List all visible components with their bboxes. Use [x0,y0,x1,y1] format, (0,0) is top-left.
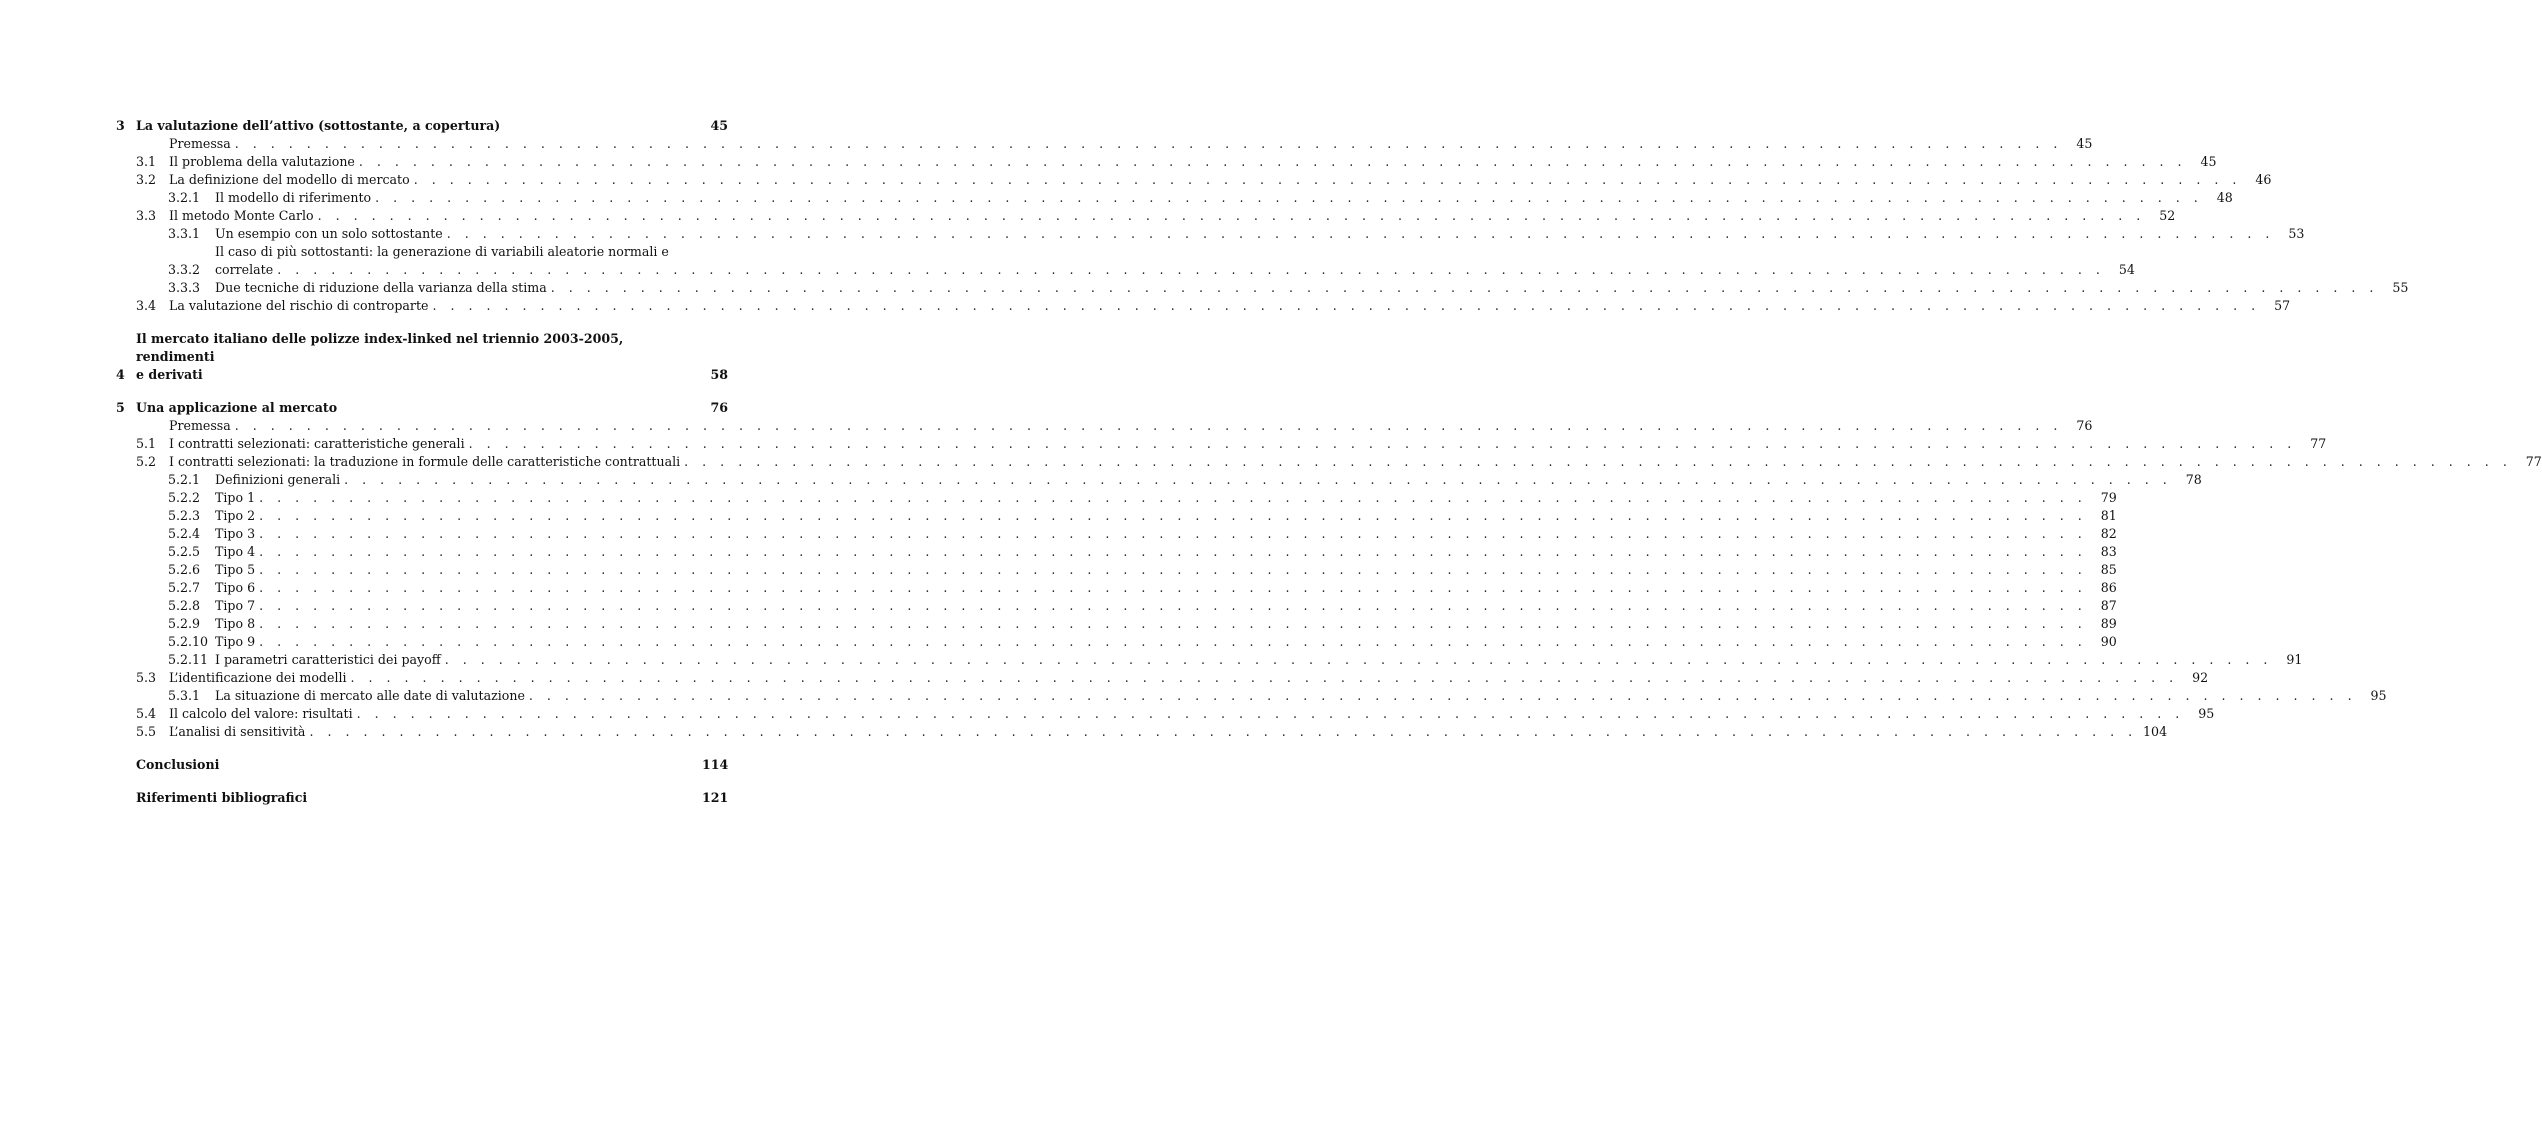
toc-subsection-entry[interactable] [116,543,2117,561]
dot-leader [684,453,2512,471]
chapter-heading[interactable] [116,399,728,417]
dot-leader [259,543,2087,561]
entry-number: 5.2.5 [168,544,201,559]
entry-page-number: 55 [2392,280,2409,295]
dot-leader [259,633,2087,651]
chapter-page-number: 45 [710,118,728,133]
dot-leader [259,507,2087,525]
toc-subsection-entry[interactable] [116,651,2303,669]
chapter-heading[interactable] [116,756,728,774]
toc-section-entry[interactable] [116,705,2215,723]
entry-title: Tipo 2 [215,508,256,523]
toc-subsection-entry[interactable] [116,525,2117,543]
dot-leader [259,561,2087,579]
toc-subsection-entry[interactable] [116,225,2305,243]
toc-subsection-entry[interactable] [116,597,2117,615]
dot-leader [318,207,2146,225]
entry-page-number: 77 [2525,454,2542,469]
dot-leader [469,435,2297,453]
entry-page-number: 53 [2288,226,2305,241]
entry-title: La definizione del modello di mercato [169,172,410,187]
entry-page-number: 54 [2118,262,2135,277]
chapter-title: Conclusioni [136,757,220,772]
toc-section-entry[interactable] [116,153,2217,171]
toc-section-entry[interactable] [116,669,2209,687]
entry-page-number: 57 [2274,298,2291,313]
entry-title: Tipo 9 [215,634,256,649]
entry-page-number: 89 [2100,616,2117,631]
dot-leader [432,297,2260,315]
entry-page-number: 104 [2143,724,2168,739]
entry-page-number: 46 [2255,172,2272,187]
dot-leader [259,615,2087,633]
dot-leader [344,471,2172,489]
entry-number: 5.2.9 [168,616,201,631]
toc-section-entry[interactable] [116,207,2176,225]
entry-page-number: 86 [2100,580,2117,595]
entry-number: 5.3 [136,670,157,685]
dot-leader [551,279,2379,297]
toc-subsection-entry[interactable] [116,579,2117,597]
chapter-title-block [136,330,702,384]
entry-title-line2 [215,261,2109,279]
entry-number: 3.1 [136,154,157,169]
entry-number: 5.2.2 [168,490,201,505]
entry-number: 3.2.1 [168,190,201,205]
dot-leader [259,579,2087,597]
entry-page-number: 91 [2286,652,2303,667]
dot-leader [259,597,2087,615]
entry-title: Tipo 8 [215,616,256,631]
toc-chapter [116,399,2542,741]
entry-number: 3.3.1 [168,226,201,241]
entry-page-number: 92 [2192,670,2209,685]
entry-page-number: 78 [2185,472,2202,487]
toc-section-entry[interactable] [116,417,2093,435]
entry-number: 5.2.1 [168,472,201,487]
toc-subsection-entry[interactable] [116,633,2117,651]
entry-title: L’analisi di sensitività [169,724,306,739]
entry-title: Tipo 3 [215,526,256,541]
entry-number: 5.3.1 [168,688,201,703]
entry-page-number: 76 [2076,418,2093,433]
toc-subsection-entry[interactable] [116,189,2233,207]
entry-page-number: 87 [2100,598,2117,613]
entry-page-number: 45 [2076,136,2093,151]
toc-subsection-entry[interactable] [116,471,2202,489]
entry-title: Tipo 1 [215,490,256,505]
toc-subsection-entry[interactable] [116,687,2387,705]
dot-leader [529,687,2357,705]
dot-leader [259,525,2087,543]
entry-title: I contratti selezionati: caratteristiche generali [169,436,465,451]
entry-title: L’identificazione dei modelli [169,670,347,685]
entry-title: Tipo 7 [215,598,256,613]
entry-title: Il caso di più sottostanti: la generazione di variabili aleatorie normali e [215,244,669,259]
entry-page-number: 85 [2100,562,2117,577]
dot-leader [277,261,2105,279]
dot-leader [357,705,2185,723]
entry-title: Il problema della valutazione [169,154,355,169]
entry-title: I contratti selezionati: la traduzione in formule delle caratteristiche contrattuali [169,454,681,469]
entry-title: Il modello di riferimento [215,190,372,205]
entry-number: 5.2.7 [168,580,201,595]
chapter-title: La valutazione dell’attivo (sottostante, a copertura) [136,118,501,133]
entry-number: 5.4 [136,706,157,721]
entry-title-block [215,243,2109,279]
chapter-number: 4 [116,367,125,382]
toc-section-entry[interactable] [116,435,2327,453]
entry-title: Un esempio con un solo sottostante [215,226,443,241]
toc-section-entry[interactable] [116,723,2168,741]
chapter-page-number: 114 [702,757,729,772]
entry-title: Tipo 4 [215,544,256,559]
entry-page-number: 79 [2100,490,2117,505]
toc-subsection-entry[interactable] [116,279,2409,297]
dot-leader [235,135,2063,153]
entry-page-number: 52 [2159,208,2176,223]
toc-chapter [116,117,2409,315]
entry-number: 5.2 [136,454,157,469]
chapter-page-number: 76 [710,400,728,415]
entry-title: Tipo 5 [215,562,256,577]
entry-number: 5.2.10 [168,634,209,649]
dot-leader [351,669,2179,687]
entry-number: 5.2.4 [168,526,201,541]
toc-section-entry[interactable] [116,453,2542,471]
entry-page-number: 90 [2100,634,2117,649]
entry-number: 5.1 [136,436,157,451]
chapter-page-number: 58 [710,367,728,382]
toc-chapter [116,756,728,774]
dot-leader [359,153,2187,171]
entry-number: 5.2.8 [168,598,201,613]
entry-number: 3.3 [136,208,157,223]
entry-page-number: 81 [2100,508,2117,523]
entry-number: 5.2.11 [168,652,209,667]
entry-number: 3.3.2 [168,262,201,277]
entry-title: Il calcolo del valore: risultati [169,706,353,721]
entry-number: 3.2 [136,172,157,187]
entry-page-number: 83 [2100,544,2117,559]
entry-page-number: 48 [2216,190,2233,205]
chapter-title: Il mercato italiano delle polizze index-linked nel triennio 2003-2005, rendimenti [136,331,624,364]
dot-leader [375,189,2203,207]
entry-title: Due tecniche di riduzione della varianza della stima [215,280,547,295]
entry-number: 5.5 [136,724,157,739]
chapter-heading[interactable] [116,330,728,384]
entry-title: Definizioni generali [215,472,341,487]
entry-number: 3.3.3 [168,280,201,295]
toc-subsection-entry[interactable] [116,507,2117,525]
chapter-title: Riferimenti bibliografici [136,790,308,805]
entry-title: Premessa [169,136,231,151]
chapter-number: 5 [116,400,125,415]
entry-page-number: 82 [2100,526,2117,541]
toc-section-entry[interactable] [116,297,2291,315]
toc-section-entry[interactable] [116,171,2272,189]
toc-chapter [116,789,728,807]
entry-page-number: 95 [2370,688,2387,703]
toc-subsection-entry[interactable] [116,243,2135,279]
chapter-heading[interactable] [116,789,728,807]
chapter-page-number: 121 [702,790,729,805]
entry-page-number: 77 [2310,436,2327,451]
toc-subsection-entry[interactable] [116,615,2117,633]
entry-number: 5.2.3 [168,508,201,523]
toc-subsection-entry[interactable] [116,561,2117,579]
entry-number: 5.2.6 [168,562,201,577]
entry-title: La situazione di mercato alle date di valutazione [215,688,525,703]
toc-chapter [116,330,728,384]
dot-leader [414,171,2242,189]
entry-page-number: 45 [2200,154,2217,169]
entry-title: Il metodo Monte Carlo [169,208,314,223]
entry-title: Premessa [169,418,231,433]
entry-page-number: 95 [2198,706,2215,721]
table-of-contents [116,117,2542,807]
toc-subsection-entry[interactable] [116,489,2117,507]
entry-title-continuation: correlate [215,262,274,277]
dot-leader [259,489,2087,507]
entry-title: La valutazione del rischio di controparte [169,298,429,313]
dot-leader [445,651,2273,669]
dot-leader [235,417,2063,435]
chapter-heading[interactable] [116,117,728,135]
dot-leader [309,723,2137,741]
entry-title: I parametri caratteristici dei payoff [215,652,441,667]
dot-leader [447,225,2275,243]
chapter-title-continuation: e derivati [136,367,203,382]
chapter-title: Una applicazione al mercato [136,400,338,415]
entry-number: 3.4 [136,298,157,313]
chapter-number: 3 [116,118,125,133]
entry-title: Tipo 6 [215,580,256,595]
toc-section-entry[interactable] [116,135,2093,153]
